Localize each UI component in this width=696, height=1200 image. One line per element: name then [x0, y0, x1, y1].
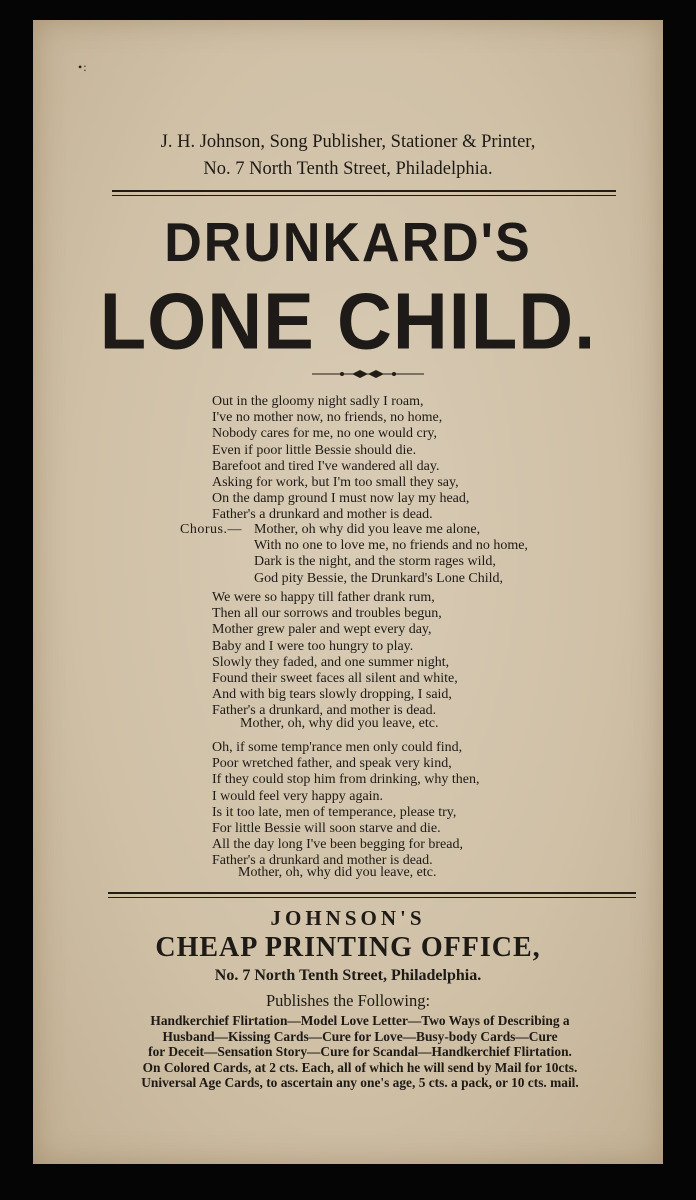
header-rule: [112, 190, 616, 196]
ink-spots: •:: [78, 60, 88, 74]
verse-line: Oh, if some temp'rance men only could find,: [212, 740, 463, 755]
refrain-2: Mother, oh, why did you leave, etc.: [238, 865, 437, 880]
refrain-1: Mother, oh, why did you leave, etc.: [240, 716, 439, 731]
verse-line: Is it too late, men of temperance, please try,: [212, 804, 457, 820]
ad-line: Handkerchief Flirtation—Model Love Letter—Two Ways of Describing a: [150, 1013, 570, 1028]
verse-2: [212, 590, 458, 720]
verse-line: All the day long I've been begging for bread,: [212, 837, 463, 853]
title-line-1: DRUNKARD'S: [164, 212, 532, 274]
ad-line: On Colored Cards, at 2 cts. Each, all of which he will send by Mail for 10cts.: [142, 1059, 578, 1075]
ad-line: for Deceit—Sensation Story—Cure for Scandal—Handkerchief Flirtation.: [148, 1044, 572, 1059]
footer-rule: [108, 892, 636, 898]
verse-line: I've no mother now, no friends, no home,: [212, 410, 443, 426]
verse-line: I would feel very happy again.: [212, 788, 384, 804]
verse-line: Nobody cares for me, no one would cry,: [212, 426, 437, 442]
ad-address: No. 7 North Tenth Street, Philadelphia.: [214, 967, 482, 984]
chorus-line: Mother, oh why did you leave me alone,: [254, 522, 481, 537]
ad-name: JOHNSON'S: [270, 906, 426, 930]
verse-line: If they could stop him from drinking, why then,: [212, 772, 480, 788]
verse-1: [212, 394, 469, 524]
verse-line: Asking for work, but I'm too small they say,: [212, 475, 459, 491]
verse-line: Slowly they faded, and one summer night,: [212, 654, 450, 670]
verse-line: Barefoot and tired I've wandered all day.: [212, 458, 440, 474]
verse-line: Father's a drunkard and mother is dead.: [212, 853, 433, 869]
ad-office: CHEAP PRINTING OFFICE,: [155, 932, 541, 963]
ad-subhead: Publishes the Following:: [265, 991, 431, 1010]
ad-line: Universal Age Cards, to ascertain any one's age, 5 cts. a pack, or 10 cts. mail.: [141, 1075, 579, 1090]
verse-line: Even if poor little Bessie should die.: [212, 442, 417, 458]
verse-line: Mother grew paler and wept every day,: [212, 622, 432, 638]
verse-line: For little Bessie will soon starve and die.: [212, 821, 441, 837]
verse-line: Father's a drunkard and mother is dead.: [212, 507, 433, 523]
chorus-line: Dark is the night, and the storm rages wild,: [254, 554, 496, 570]
ornament-divider: [312, 368, 424, 380]
verse-line: We were so happy till father drank rum,: [212, 590, 435, 605]
ad-line: Husband—Kissing Cards—Cure for Love—Busy-body Cards—Cure: [162, 1028, 558, 1044]
verse-line: Then all our sorrows and troubles begun,: [212, 606, 442, 622]
verse-3: [212, 740, 480, 870]
publisher-line-1: J. H. Johnson, Song Publisher, Stationer & Printer,: [160, 132, 536, 152]
verse-line: And with big tears slowly dropping, I said,: [212, 687, 452, 703]
verse-line: Baby and I were too hungry to play.: [212, 638, 414, 654]
verse-line: Father's a drunkard, and mother is dead.: [212, 703, 437, 719]
chorus-label: Chorus.—: [180, 522, 242, 537]
chorus: [254, 522, 528, 587]
title-line-2: LONE CHILD.: [99, 276, 597, 367]
verse-line: On the damp ground I must now lay my head,: [212, 491, 470, 507]
publisher-line-2: No. 7 North Tenth Street, Philadelphia.: [203, 159, 493, 179]
verse-line: Out in the gloomy night sadly I roam,: [212, 394, 424, 409]
chorus-line: With no one to love me, no friends and no home,: [254, 538, 528, 554]
verse-line: Found their sweet faces all silent and white,: [212, 671, 458, 687]
verse-line: Poor wretched father, and speak very kind,: [212, 756, 452, 772]
chorus-line: God pity Bessie, the Drunkard's Lone Child,: [254, 570, 504, 586]
ad-product-list: [80, 1013, 640, 1091]
